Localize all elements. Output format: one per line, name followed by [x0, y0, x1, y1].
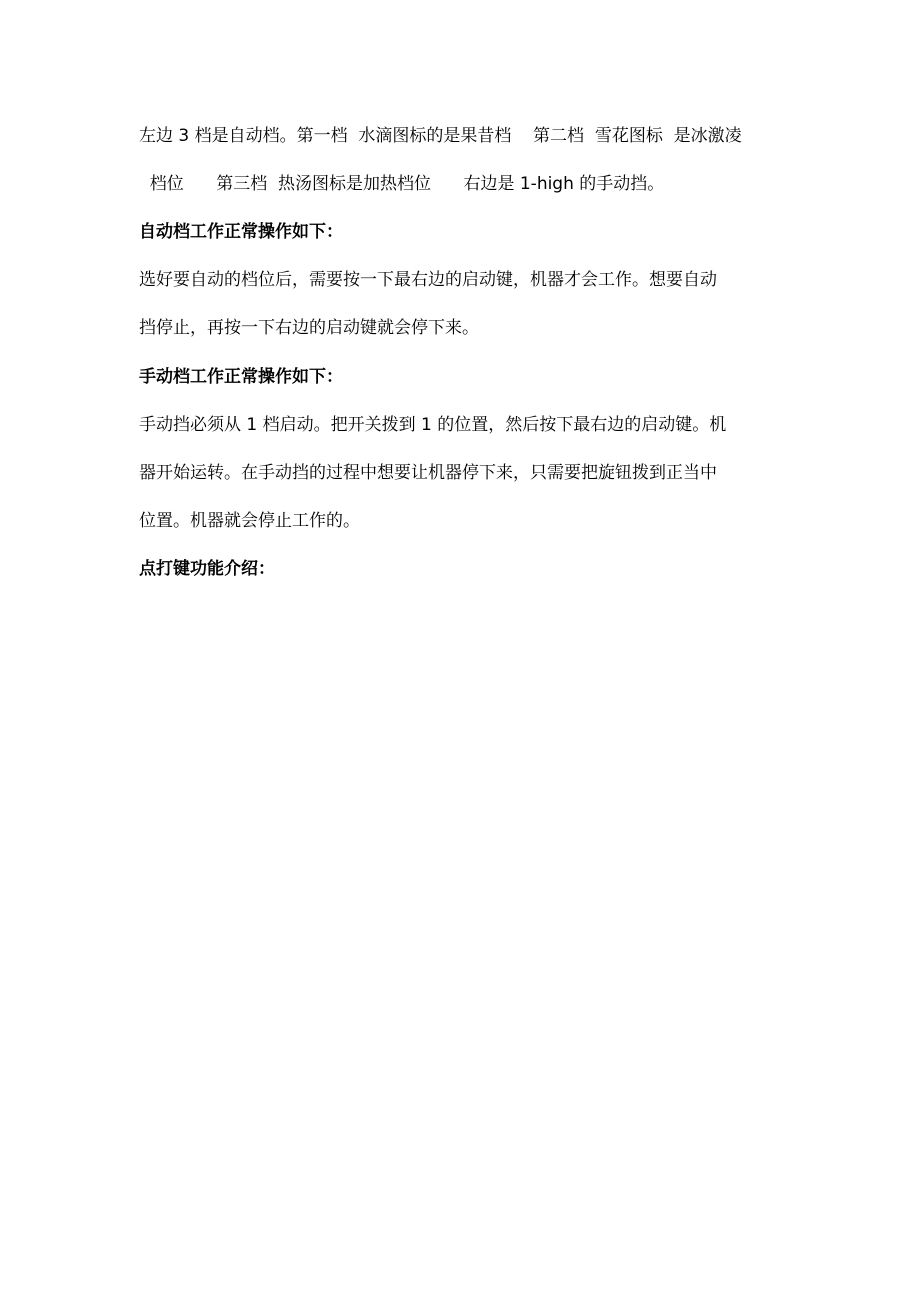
manual-section-heading: 手动档工作正常操作如下：: [139, 367, 343, 387]
intro-line-1: 左边 3 档是自动档。第一档 水滴图标的是果昔档 第二档 雪花图标 是冰激凌: [139, 126, 742, 146]
manual-section-line-3: 位置。机器就会停止工作的。: [139, 511, 360, 531]
pulse-section-heading: 点打键功能介绍：: [139, 559, 275, 579]
auto-section-line-2: 挡停止，再按一下右边的启动键就会停下来。: [139, 318, 479, 338]
manual-section-line-1: 手动挡必须从 1 档启动。把开关拨到 1 的位置，然后按下最右边的启动键。机: [139, 415, 727, 435]
auto-section-heading: 自动档工作正常操作如下：: [139, 222, 343, 242]
manual-section-line-2: 器开始运转。在手动挡的过程中想要让机器停下来，只需要把旋钮拨到正当中: [139, 463, 717, 483]
intro-line-2: 档位 第三档 热汤图标是加热档位 右边是 1-high 的手动挡。: [139, 174, 665, 194]
auto-section-line-1: 选好要自动的档位后，需要按一下最右边的启动键，机器才会工作。想要自动: [139, 270, 717, 290]
